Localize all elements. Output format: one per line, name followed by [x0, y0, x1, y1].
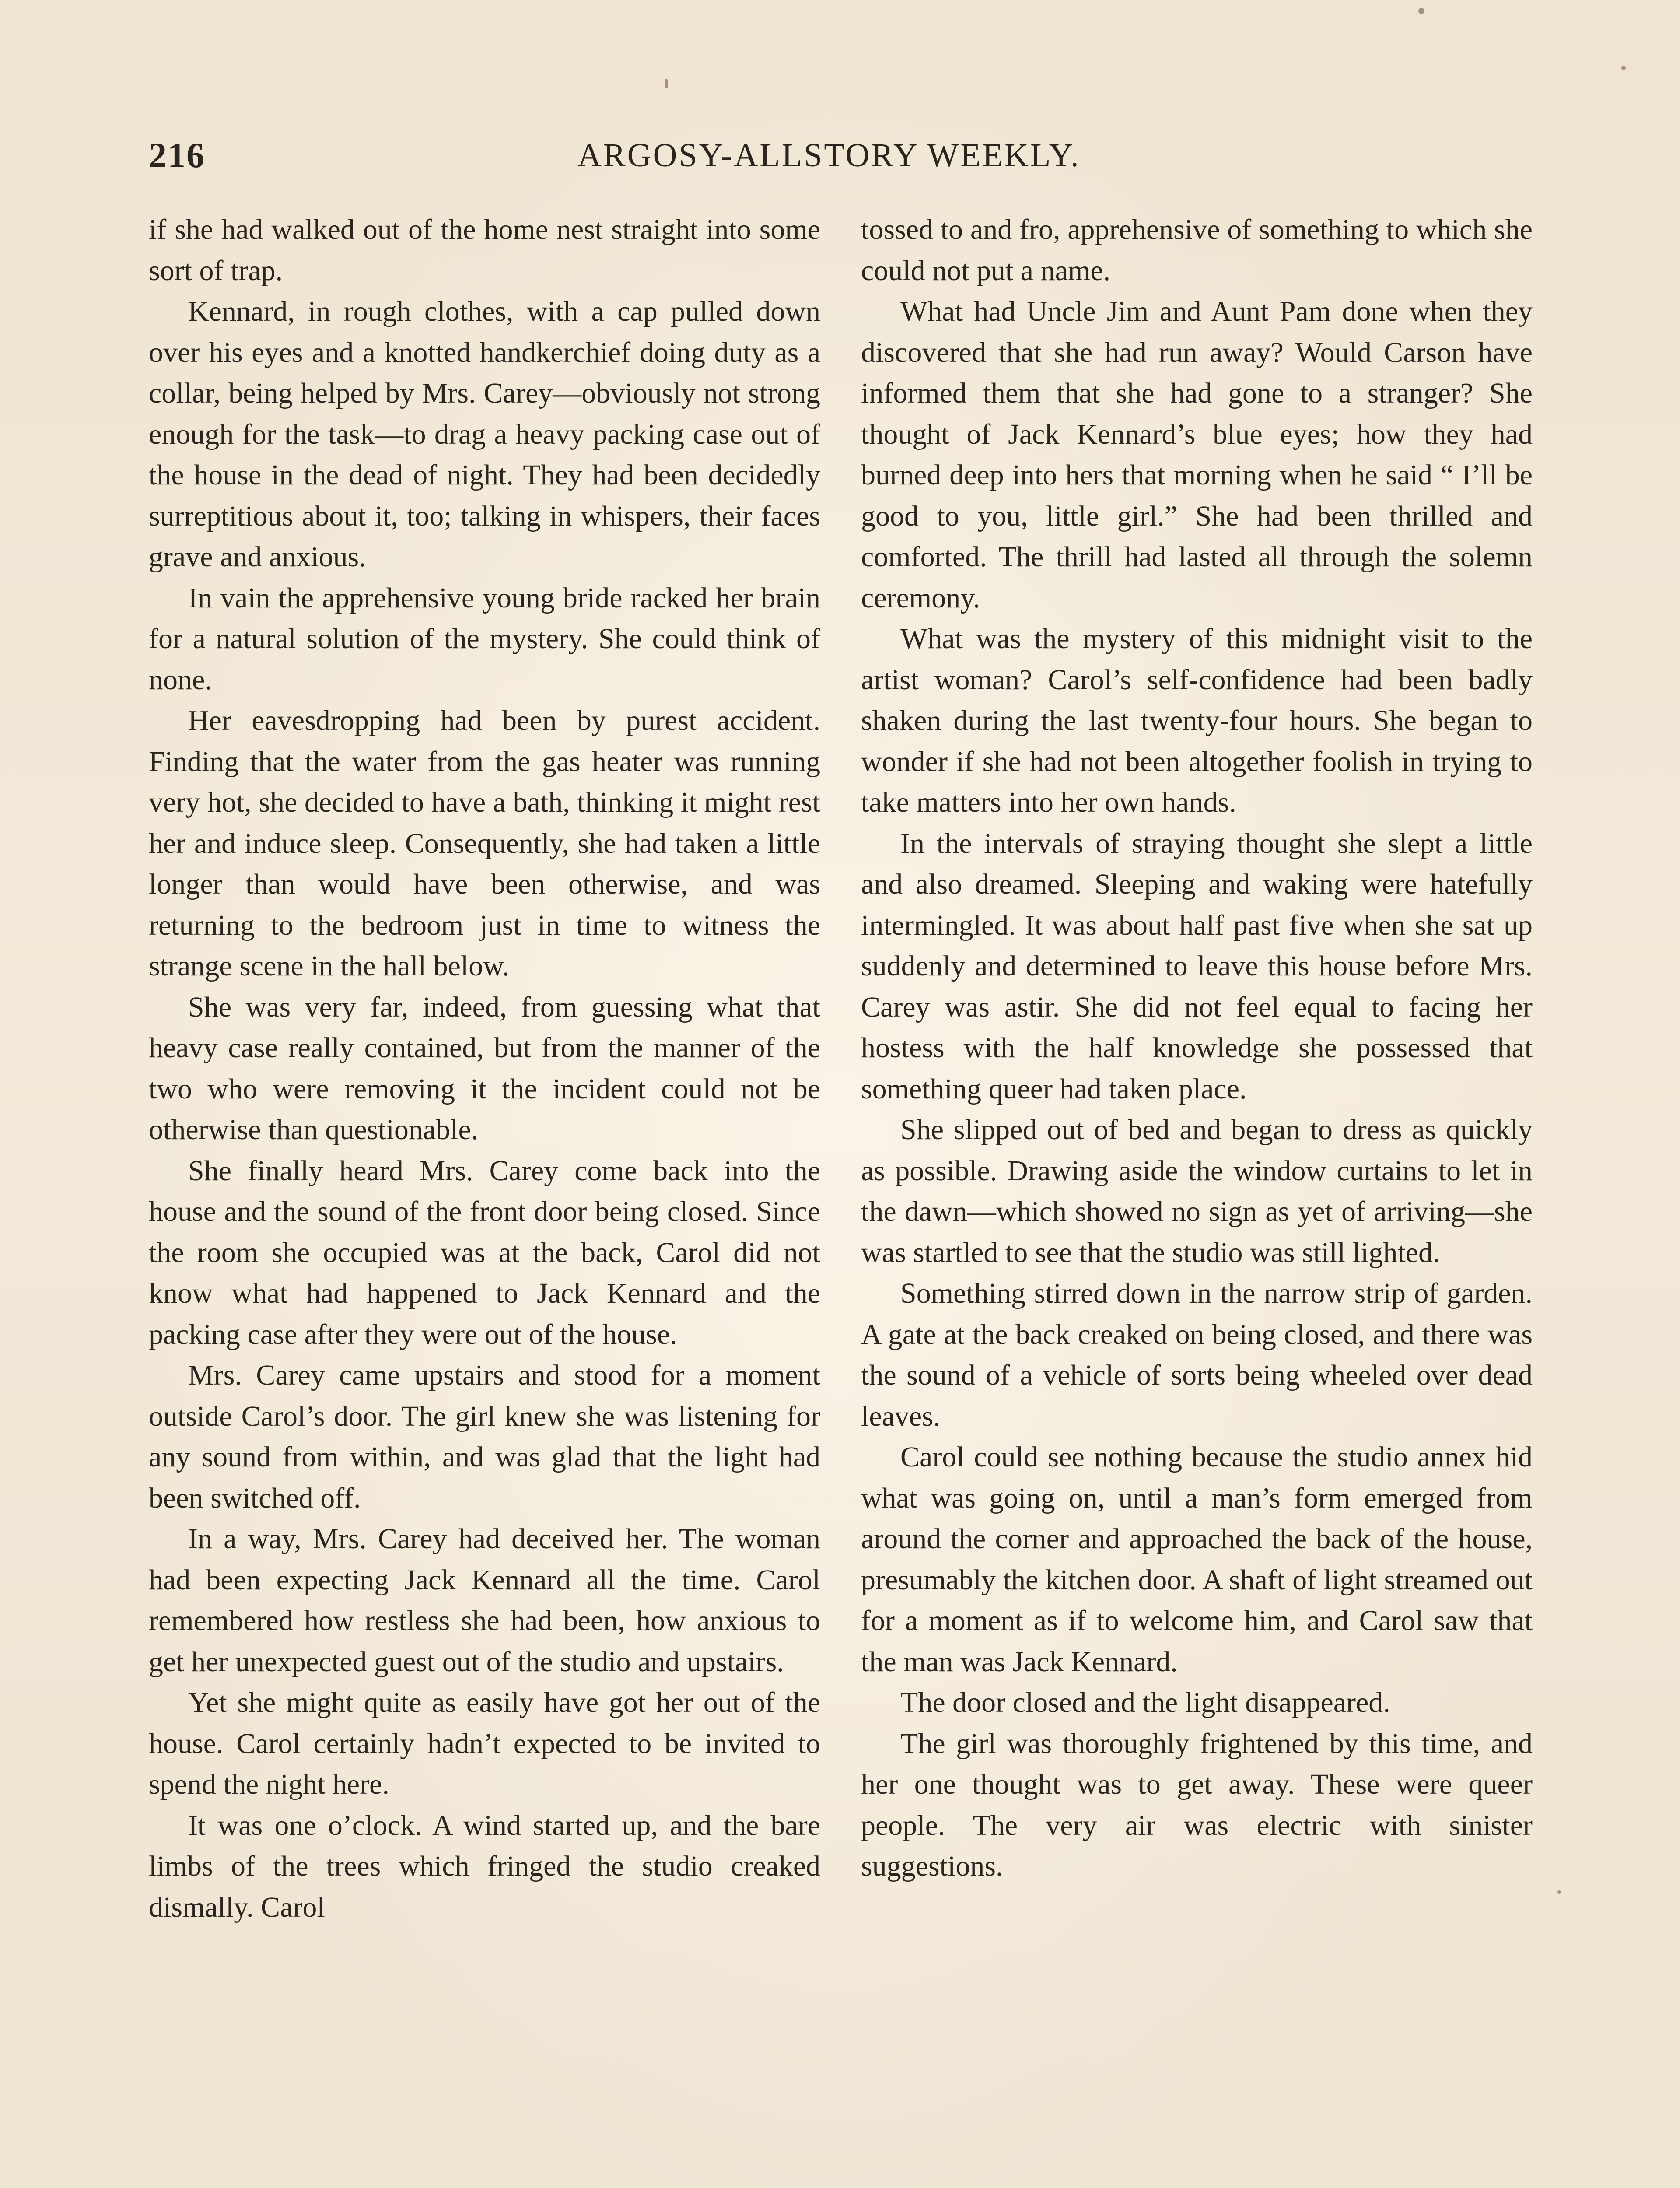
paragraph: She slipped out of bed and began to dress as quickly as possible. Drawing aside the window curtains to let in the dawn—which showed no sign as yet of arriving—she was startled to see that the studio was still lighted. [861, 1114, 1533, 1269]
paper-speck [1558, 1890, 1561, 1894]
paragraph: Kennard, in rough clothes, with a cap pulled down over his eyes and a knotted handkerchief doing duty as a collar, being helped by Mrs. Carey—obviously not strong enough for the task—to drag a heavy packing case out of the house in the dead of night. They had been decidedly surreptitious about it, too; talking in whispers, their faces grave and anxious. [149, 295, 820, 573]
paragraph: The door closed and the light disappeared. [900, 1687, 1390, 1718]
paper-speck [665, 79, 668, 88]
paragraph: The girl was thoroughly frightened by this time, and her one thought was to get away. These were queer people. The very air was electric with sinister suggestions. [861, 1727, 1533, 1882]
right-column [861, 209, 1533, 1887]
paragraph: It was one o’clock. A wind started up, and the bare limbs of the trees which fringed the studio creaked dismally. Carol [149, 1809, 820, 1923]
paragraph: Yet she might quite as easily have got her out of the house. Carol certainly hadn’t expected to be invited to spend the night here. [149, 1687, 820, 1800]
paragraph: What had Uncle Jim and Aunt Pam done when they discovered that she had run away? Would Carson have informed them that she had gone to a stranger? She thought of Jack Kennard’s blue eyes; how they had burned deep into hers that morning when he said “ I’ll be good to you, little girl.” She had been thrilled and comforted. The thrill had lasted all through the solemn ceremony. [861, 295, 1533, 614]
paragraph: In vain the apprehensive young bride racked her brain for a natural solution of the mystery. She could think of none. [149, 582, 820, 696]
running-head: ARGOSY-ALLSTORY WEEKLY. [578, 137, 1081, 174]
paragraph: She finally heard Mrs. Carey come back into the house and the sound of the front door being closed. Since the room she occupied was at the back, Carol did not know what had happened to Jack Kennard and the packing case after they were out of the house. [149, 1154, 820, 1350]
page-number: 216 [149, 135, 205, 175]
paper-speck [1621, 66, 1626, 70]
paragraph: In the intervals of straying thought she slept a little and also dreamed. Sleeping and waking were hatefully intermingled. It was about half past five when she sat up suddenly and determined to leave this house before Mrs. Carey was astir. She did not feel equal to facing her hostess with the half knowledge she possessed that something queer had taken place. [861, 827, 1533, 1105]
left-column [149, 209, 820, 1928]
paragraph: In a way, Mrs. Carey had deceived her. The woman had been expecting Jack Kennard all the time. Carol remembered how restless she had been, how anxious to get her unexpected guest out of the studio and upstairs. [149, 1523, 820, 1678]
paragraph: Her eavesdropping had been by purest accident. Finding that the water from the gas heater was running very hot, she decided to have a bath, thinking it might rest her and induce sleep. Consequently, she had taken a little longer than would have been otherwise, and was returning to the bedroom just in time to witness the strange scene in the hall below. [149, 705, 820, 982]
paragraph: tossed to and fro, apprehensive of something to which she could not put a name. [861, 214, 1533, 287]
paragraph: Carol could see nothing because the studio annex hid what was going on, until a man’s form emerged from around the corner and approached the back of the house, presumably the kitchen door. A shaft of light streamed out for a moment as if to welcome him, and Carol saw that the man was Jack Kennard. [861, 1441, 1533, 1678]
paragraph: if she had walked out of the home nest straight into some sort of trap. [149, 214, 820, 287]
paragraph: What was the mystery of this midnight visit to the artist woman? Carol’s self-confidence had been badly shaken during the last twenty-four hours. She began to wonder if she had not been altogether foolish in trying to take matters into her own hands. [861, 623, 1533, 818]
paper-speck [1418, 8, 1424, 14]
page-header [149, 131, 1540, 179]
paragraph: She was very far, indeed, from guessing what that heavy case really contained, but from the manner of the two who were removing it the incident could not be otherwise than questionable. [149, 991, 820, 1146]
paragraph: Something stirred down in the narrow strip of garden. A gate at the back creaked on being closed, and there was the sound of a vehicle of sorts being wheeled over dead leaves. [861, 1277, 1533, 1432]
paragraph: Mrs. Carey came upstairs and stood for a moment outside Carol’s door. The girl knew she was listening for any sound from within, and was glad that the light had been switched off. [149, 1359, 820, 1514]
